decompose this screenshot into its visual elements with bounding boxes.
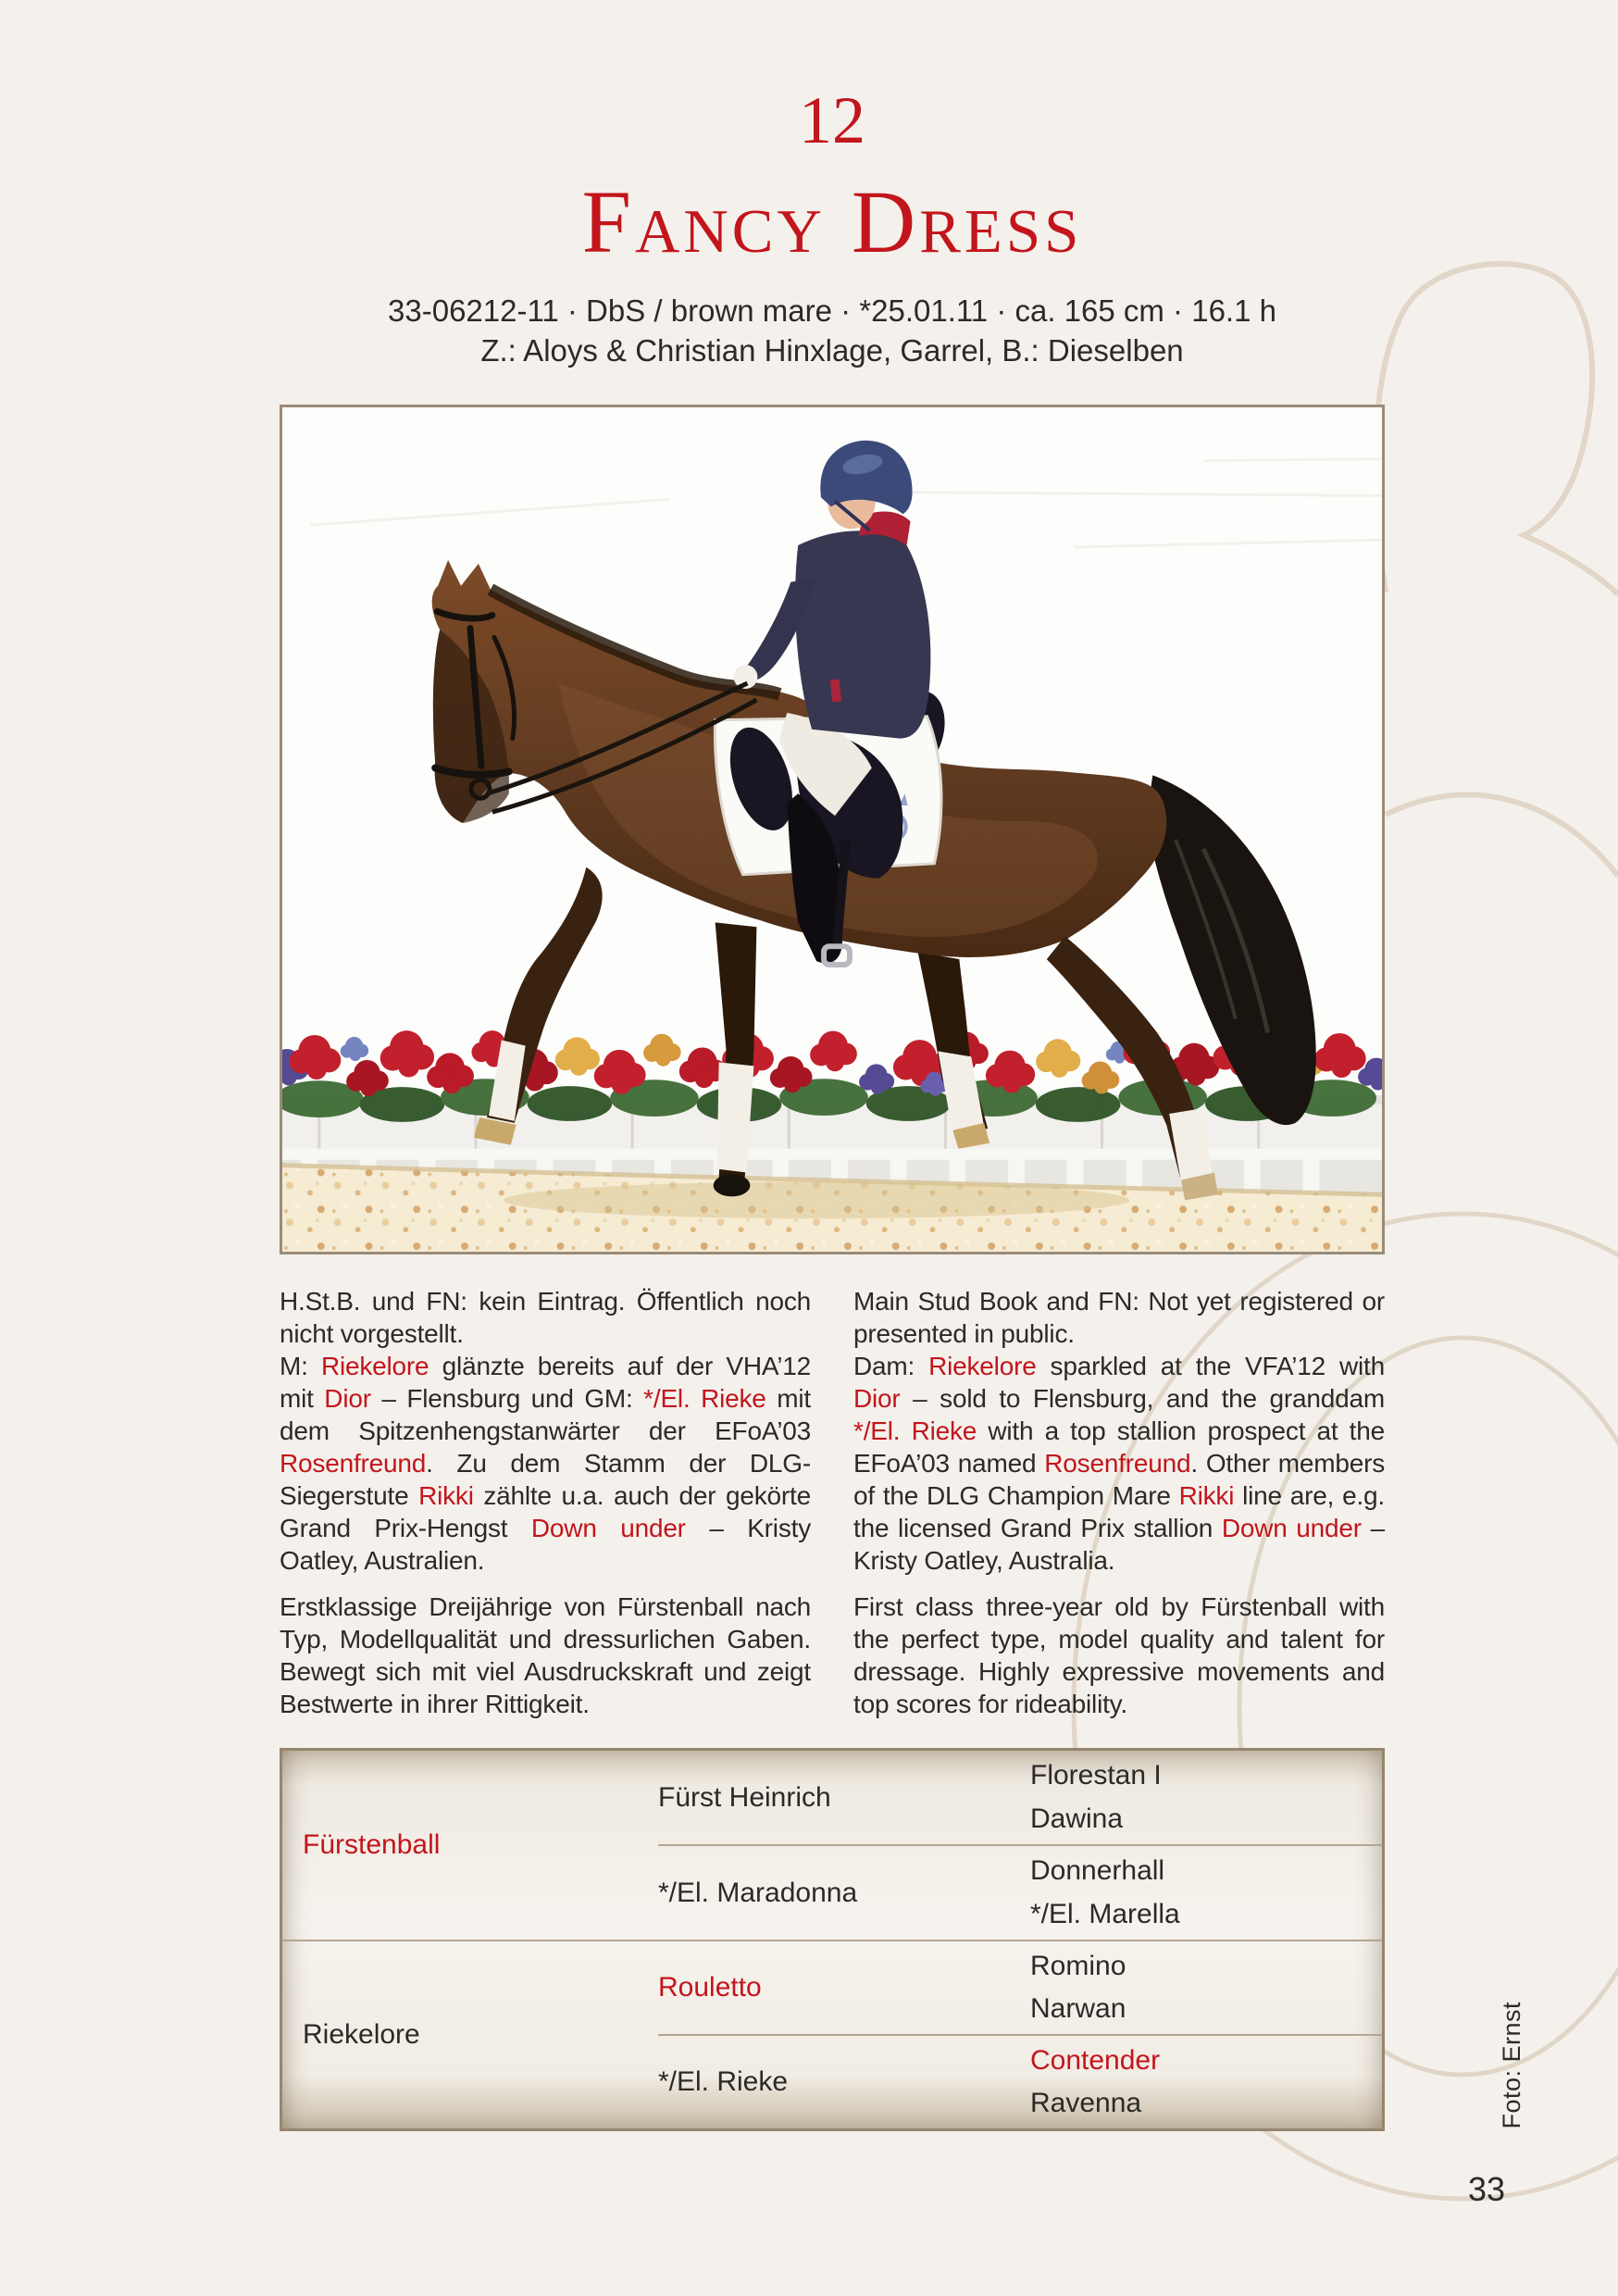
description-german [280, 1285, 811, 1720]
breeder-line: Z.: Aloys & Christian Hinxlage, Garrel, B.: Dieselben [480, 333, 1184, 368]
sire-name: Fürstenball [303, 1829, 441, 1860]
dam-dam-branch [658, 2034, 1382, 2128]
pedigree-table [280, 1748, 1385, 2131]
sire-dam-branch [658, 1844, 1382, 1940]
catalog-number: 12 [799, 83, 865, 157]
de-registration-note: H.St.B. und FN: kein Eintrag. Öffentlich noch nicht vorgestellt. [280, 1287, 811, 1348]
sire-sire-dam-name: Dawina [1030, 1803, 1124, 1834]
dam-name: Riekelore [303, 2019, 420, 2050]
en-dam-line-paragraph: Dam: Riekelore sparkled at the VFA’12 with Dior – sold to Flensburg, and the granddam */El. Rieke with a top stallion prospect at the EFoA’03 named Rosenfreund. Other members of the DLG Champion Mare Rikki line are, e.g. the licensed Grand Prix stallion Down under – Kristy Oatley, Australia. [853, 1352, 1386, 1575]
horse-name-title: Fancy Dress [581, 172, 1083, 271]
horse-photo [280, 405, 1385, 1254]
pedigree-sire-row [282, 1751, 1382, 1940]
sire-sire-branch [658, 1751, 1382, 1844]
dam-sire-sire-name: Romino [1030, 1950, 1126, 1981]
description-columns [280, 1285, 1385, 1720]
sire-dam-sire-name: Donnerhall [1030, 1855, 1165, 1886]
en-summary-paragraph: First class three-year old by Fürstenball with the perfect type, model quality and talent for dressage. Highly expressive movements and top scores for rideability. [853, 1592, 1385, 1718]
dam-dam-dam-name: Ravenna [1030, 2088, 1142, 2118]
dam-sire-dam-name: Narwan [1030, 1993, 1126, 2024]
dam-sire-name: Rouletto [658, 1972, 762, 2003]
dam-dam-sire-name: Contender [1030, 2044, 1161, 2076]
en-registration-note: Main Stud Book and FN: Not yet registered or presented in public. [853, 1287, 1385, 1348]
sire-sire-name: Fürst Heinrich [658, 1781, 831, 1813]
dam-sire-branch [658, 1941, 1382, 2034]
pedigree-dam-row [282, 1940, 1382, 2128]
page-number: 33 [1468, 2170, 1506, 2208]
horse-info-line: 33-06212-11 · DbS / brown mare · *25.01.11 · ca. 165 cm · 16.1 h [388, 293, 1276, 328]
sire-dam-dam-name: */El. Marella [1030, 1898, 1180, 1929]
dam-dam-name: */El. Rieke [658, 2066, 789, 2097]
rider-jacket [795, 530, 930, 738]
description-english [853, 1285, 1385, 1720]
de-dam-line-paragraph: M: Riekelore glänzte bereits auf der VHA’12 mit Dior – Flensburg und GM: */El. Rieke mit dem Spitzenhengstanwärter der EFoA’03 Rosenfreund. Zu dem Stamm der DLG-Siegerstute Rikki zählte u.a. auch der gekörte Grand Prix-Hengst Down under – Kristy Oatley, Australien. [280, 1352, 811, 1575]
sire-sire-sire-name: Florestan I [1030, 1760, 1162, 1791]
photo-credit: Foto: Ernst [1498, 2002, 1525, 2129]
de-summary-paragraph: Erstklassige Dreijährige von Fürstenball nach Typ, Modellqualität und dressurlichen Gaben. Bewegt sich mit viel Ausdruckskraft und zeigt Bestwerte in ihrer Rittigkeit. [280, 1592, 811, 1718]
horse-shadow [504, 1181, 1130, 1218]
sire-dam-name: */El. Maradonna [658, 1877, 858, 1908]
page-header [280, 83, 1385, 370]
